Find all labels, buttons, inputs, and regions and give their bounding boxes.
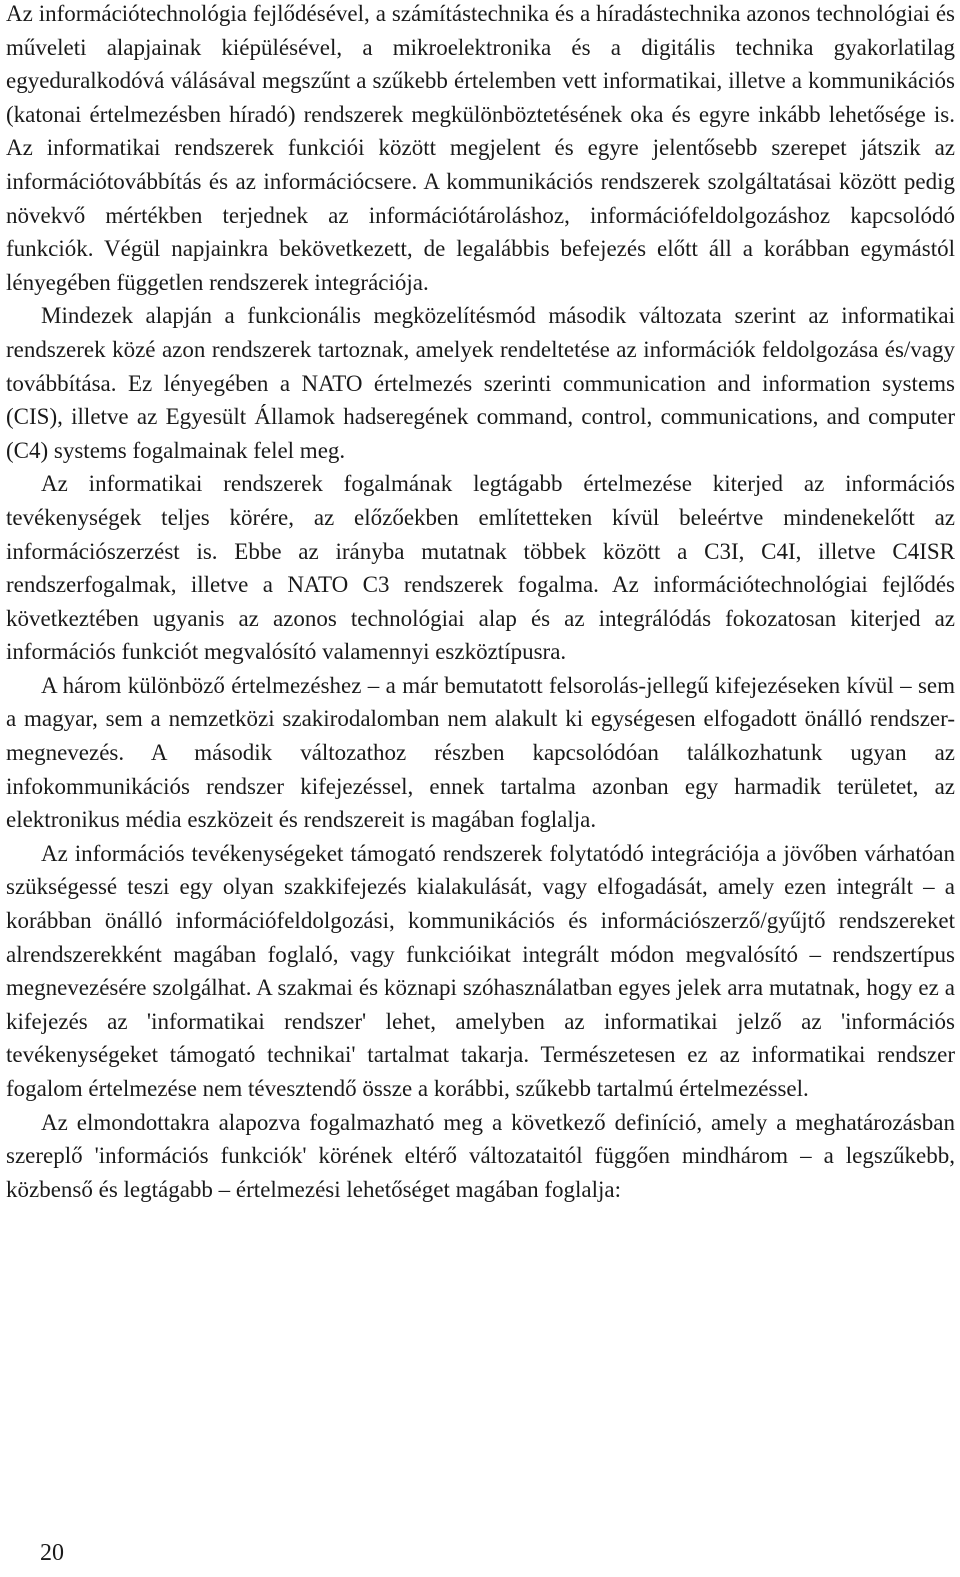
paragraph-6: Az elmondottakra alapozva fogalmazható meg a következő definíció, amely a meghatározásban szereplő 'információs funkciók' körének eltérő változataitól függően mindhárom – a legszűkebb, közbenső és legtágabb – értelmezési lehetőséget magában foglalja: (6, 1109, 955, 1202)
paragraph-1: Az információtechnológia fejlődésével, a számítástechnika és a híradástechnika azonos technológiai és műveleti alapjainak kiépülésével, a mikroelektronika és a digitális technika gyakorlatilag egyeduralkodóvá válásával megszűnt a szűkebb értelemben vett informatikai, illetve a kommunikációs (katonai értelmezésben híradó) rendszerek megkülönböztetésének oka és egyre inkább lehetősége is. Az informatikai rendszerek funkciói között megjelent és egyre jelentősebb szerepet játszik az információtovábbítás és az információcsere. A kommunikációs rendszerek szolgáltatásai között pedig növekvő mértékben terjednek az információtároláshoz, információfeldolgozáshoz kapcsolódó funkciók. Végül napjainkra bekövetkezett, de legalábbis befejezés előtt áll a korábban egymástól lényegében független rendszerek integrációja. (6, 1, 955, 295)
page-number: 20 (40, 1540, 64, 1566)
paragraph-5: Az információs tevékenységeket támogató rendszerek folytatódó integrációja a jövőben várhatóan szükségessé teszi egy olyan szakkifejezés kialakulását, vagy elfogadását, amely ezen integrált – a korábban önálló információfeldolgozási, kommunikációs és információszerző/gyűjtő rendszereket alrendszerekként magában foglaló, vagy funkcióikat integrált módon megvalósító – rendszertípus megnevezésére szolgálhat. A szakmai és köznapi szóhasználatban egyes jelek arra mutatnak, hogy ez a kifejezés az 'informatikai rendszer' lehet, amelyben az informatikai jelző az 'információs tevékenységeket támogató technikai' tartalmat takarja. Természetesen ez az informatikai rendszer fogalom értelmezése nem tévesztendő össze a korábbi, szűkebb tartalmú értelmezéssel. (6, 840, 955, 1101)
paragraph-2: Mindezek alapján a funkcionális megközelítésmód második változata szerint az informatikai rendszerek közé azon rendszerek tartoznak, amelyek rendeltetése az információk feldolgozása és/vagy továbbítása. Ez lényegében a NATO értelmezés szerinti communication and information systems (CIS), illetve az Egyesült Államok hadseregének command, control, communications, and computer (C4) systems fogalmainak felel meg. (6, 303, 955, 463)
paragraph-3: Az informatikai rendszerek fogalmának legtágabb értelmezése kiterjed az információs tevékenységek teljes körére, az előzőekben említetteken kívül beleértve mindenekelőtt az információszerzést is. Ebbe az irányba mutatnak többek között a C3I, C4I, illetve C4ISR rendszerfogalmak, illetve a NATO C3 rendszerek fogalma. Az információtechnológiai fejlődés következtében ugyanis az azonos technológiai alap és az integrálódás fokozatosan kiterjed az információs funkciót megvalósító valamennyi eszköztípusra. (6, 471, 955, 665)
body-text (6, 0, 955, 1206)
paragraph-4: A három különböző értelmezéshez – a már bemutatott felsorolás-jellegű kifejezéseken kívül – sem a magyar, sem a nemzetközi szakirodalomban nem alakult ki egységesen elfogadott önálló rendszer-megnevezés. A második változathoz részben kapcsolódóan találkozhatunk ugyan az infokommunikációs rendszer kifejezéssel, ennek tartalma azonban egy harmadik területet, az elektronikus média eszközeit és rendszereit is magában foglalja. (6, 672, 955, 833)
